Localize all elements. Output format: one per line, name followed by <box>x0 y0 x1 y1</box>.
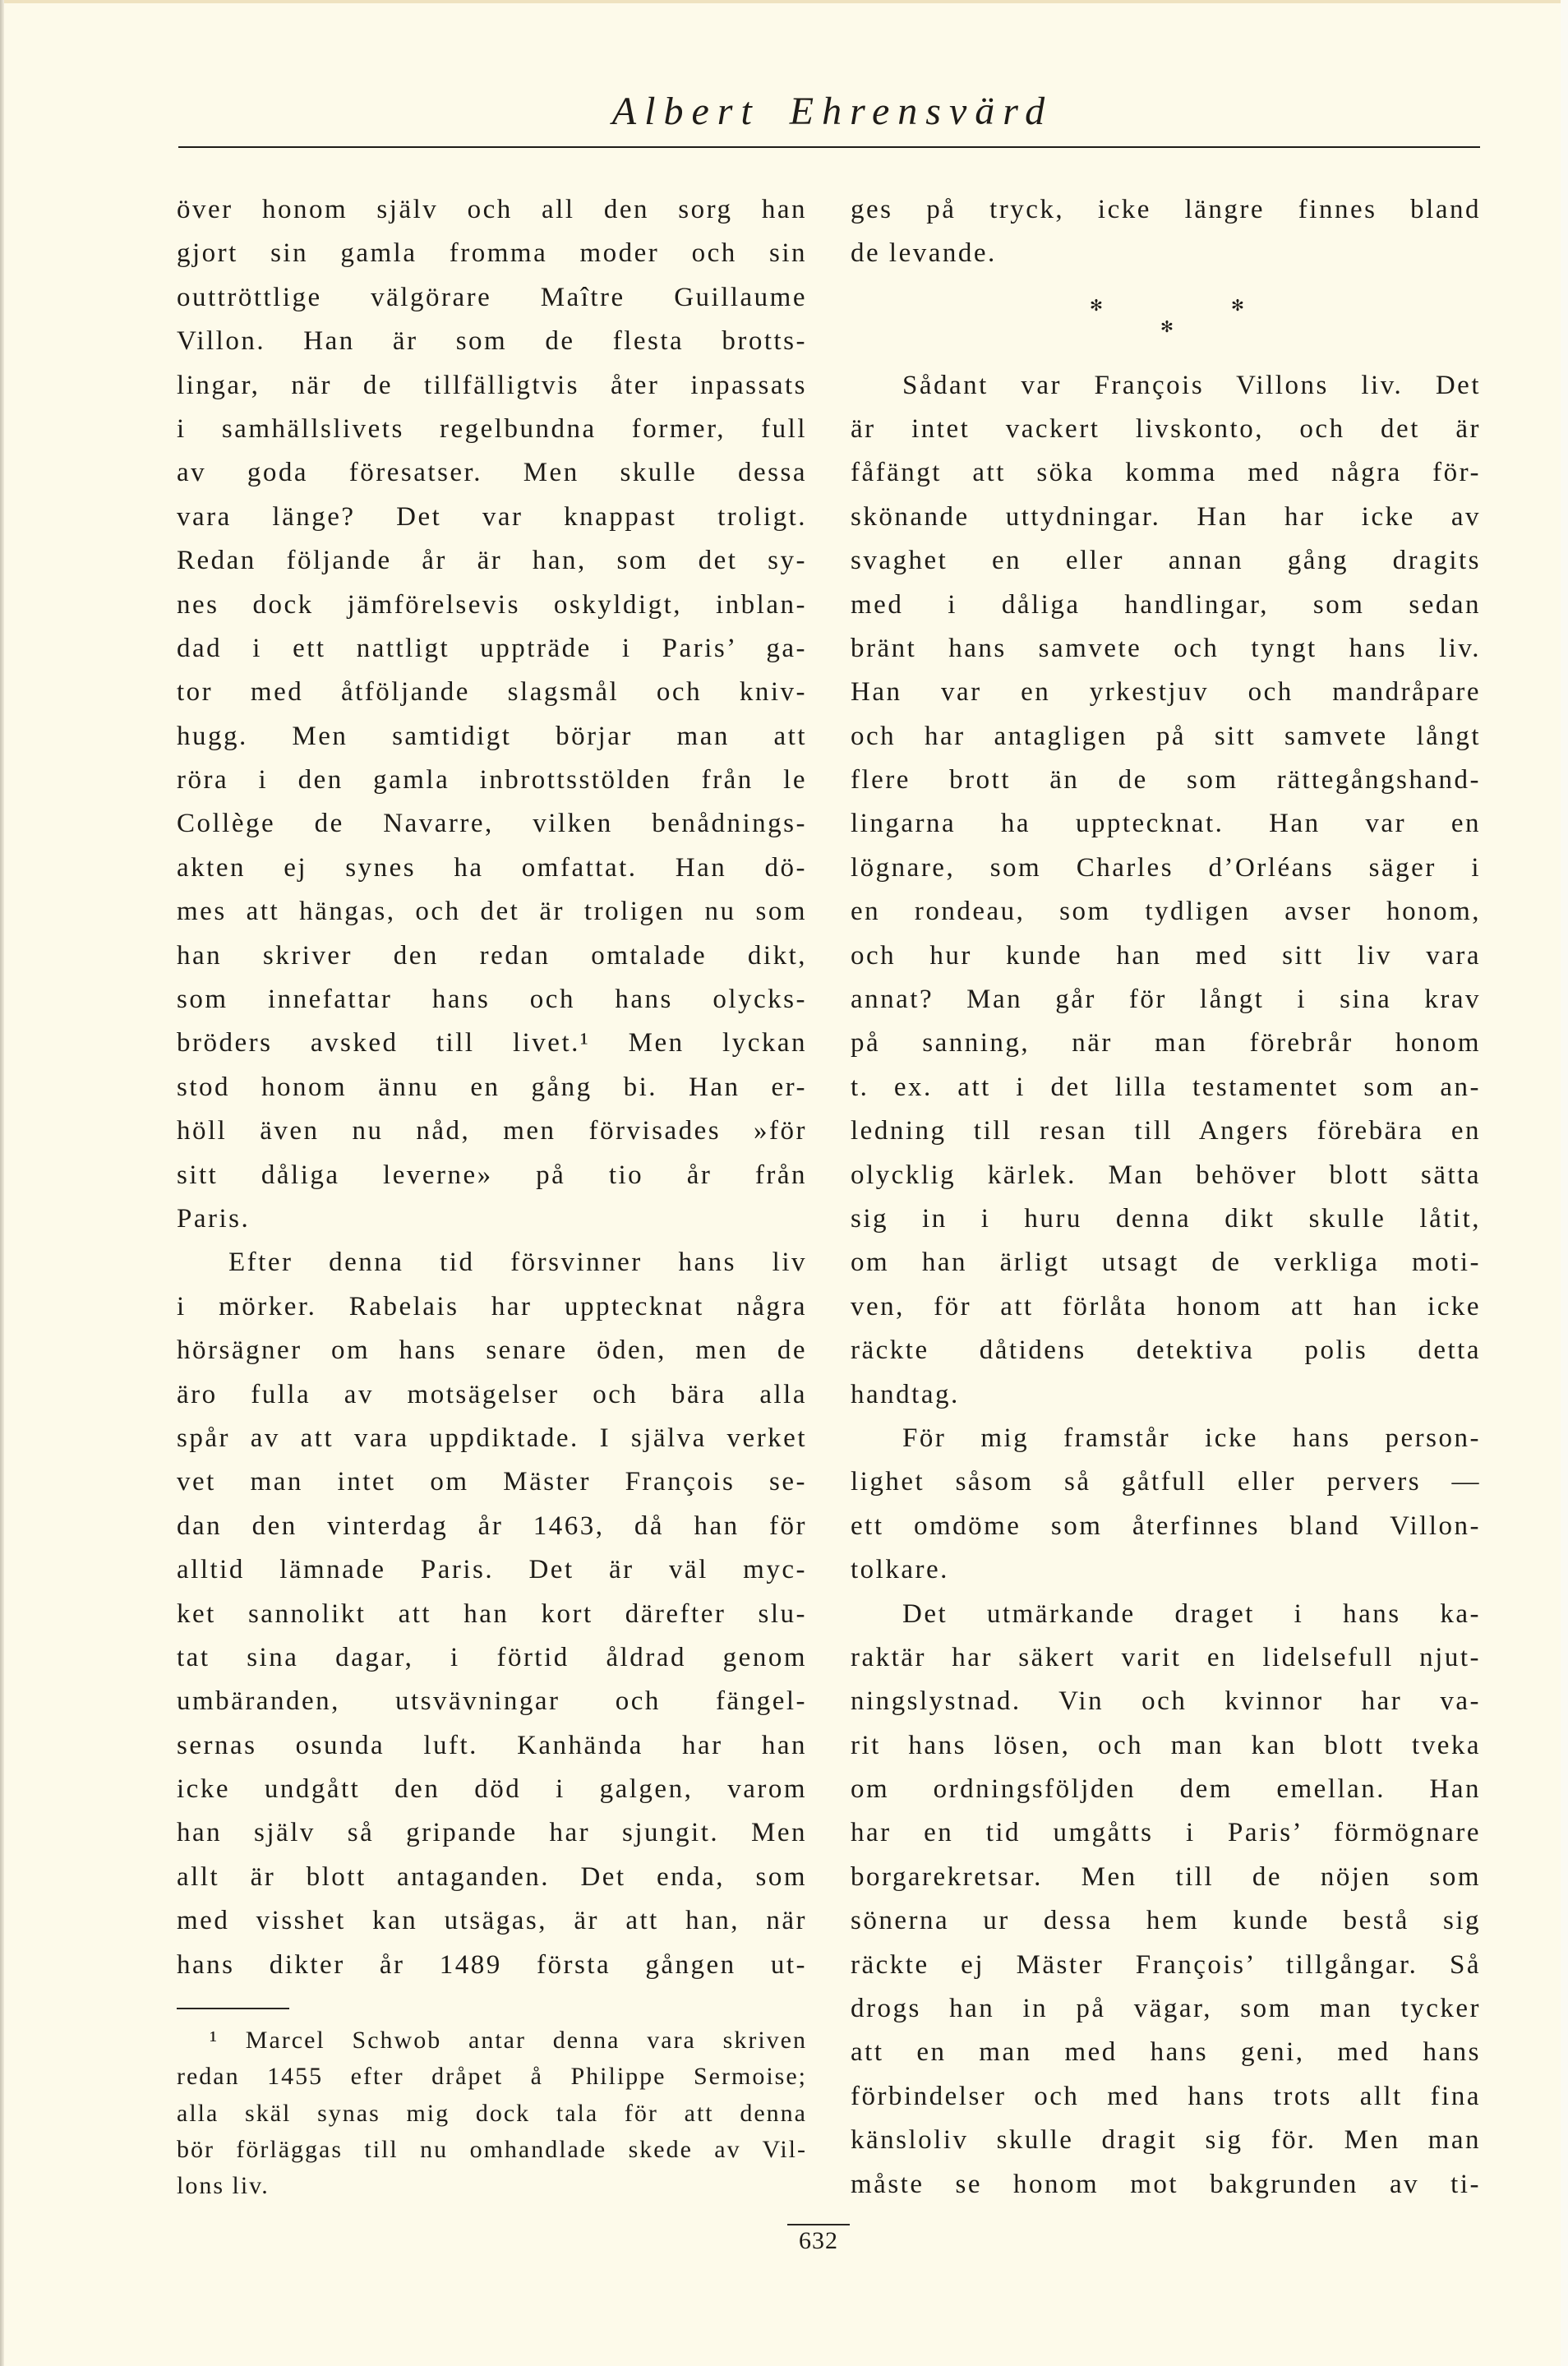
page-edge-top <box>0 0 1568 3</box>
footnote-line: alla skäl synas mig dock tala för att denna <box>177 2099 807 2127</box>
text-line: Han var en yrkestjuv och mandråpare <box>851 677 1481 708</box>
text-line: och har antagligen på sitt samvete långt <box>851 721 1481 751</box>
text-line: av goda föresatser. Men skulle dessa <box>177 458 807 488</box>
footnote-line: ¹ Marcel Schwob antar denna vara skriven <box>210 2027 807 2054</box>
text-line: de levande. <box>851 238 997 269</box>
section-break-asterisk-icon: ✻ <box>1090 296 1103 315</box>
text-line: Villon. Han är som de flesta brotts- <box>177 326 807 357</box>
text-line: som innefattar hans och hans olycks- <box>177 985 807 1015</box>
left-column <box>177 188 807 1987</box>
text-line: han själv så gripande har sjungit. Men <box>177 1818 807 1848</box>
text-line: är intet vackert livskonto, och det är <box>851 413 1481 444</box>
text-line: en rondeau, som tydligen avser honom, <box>851 897 1481 927</box>
text-line: med i dåliga handlingar, som sedan <box>851 589 1481 620</box>
text-line: tolkare. <box>851 1555 949 1585</box>
text-line: äro fulla av motsägelser och bära alla <box>177 1379 807 1409</box>
text-line: hugg. Men samtidigt börjar man att <box>177 721 807 751</box>
text-line: måste se honom mot bakgrunden av ti- <box>851 2169 1481 2199</box>
text-line: räckte dåtidens detektiva polis detta <box>851 1335 1481 1366</box>
text-line: ett omdöme som återfinnes bland Villon- <box>851 1510 1481 1541</box>
text-line: skönande uttydningar. Han har icke av <box>851 501 1481 532</box>
text-line: sönerna ur dessa hem kunde bestå sig <box>851 1906 1481 1936</box>
text-line: dad i ett nattligt uppträde i Paris’ ga- <box>177 633 807 663</box>
text-line: Sådant var François Villons liv. Det <box>902 370 1481 400</box>
text-line: han skriver den redan omtalade dikt, <box>177 940 807 971</box>
text-line: känsloliv skulle dragit sig för. Men man <box>851 2125 1481 2156</box>
text-line: spår av att vara uppdiktade. I själva verket <box>177 1423 807 1453</box>
text-line: vet man intet om Mäster François se- <box>177 1467 807 1497</box>
footnote <box>177 2022 807 2204</box>
text-line: lighet såsom så gåtfull eller pervers — <box>851 1467 1481 1497</box>
text-line: Efter denna tid försvinner hans liv <box>228 1248 807 1278</box>
text-line: i samhällslivets regelbundna former, full <box>177 413 807 444</box>
text-line: Redan följande år är han, som det sy- <box>177 546 807 576</box>
text-line: ningslystnad. Vin och kvinnor har va- <box>851 1686 1481 1717</box>
text-line: hörsägner om hans senare öden, men de <box>177 1335 807 1366</box>
text-line: hans dikter år 1489 första gången ut- <box>177 1949 807 1980</box>
text-line: flere brott än de som rättegångshand- <box>851 765 1481 796</box>
text-line: stod honom ännu en gång bi. Han er- <box>177 1072 807 1102</box>
text-line: raktär har säkert varit en lidelsefull njut- <box>851 1642 1481 1672</box>
text-line: akten ej synes ha omfattat. Han dö- <box>177 852 807 883</box>
text-line: rit hans lösen, och man kan blott tveka <box>851 1730 1481 1760</box>
page-number: 632 <box>799 2227 838 2254</box>
section-break-asterisk-icon: ✻ <box>1231 296 1244 315</box>
text-line: höll även nu nåd, men förvisades »för <box>177 1116 807 1146</box>
text-line: lingarna ha upptecknat. Han var en <box>851 809 1481 839</box>
text-line: umbäranden, utsvävningar och fängel- <box>177 1686 807 1717</box>
text-line: outtröttlige välgörare Maître Guillaume <box>177 282 807 312</box>
footnote-line: lons liv. <box>177 2172 270 2200</box>
text-line: gjort sin gamla fromma moder och sin <box>177 238 807 269</box>
text-line: tat sina dagar, i förtid åldrad genom <box>177 1642 807 1672</box>
text-line: ges på tryck, icke längre finnes bland <box>851 195 1481 224</box>
text-line: på sanning, när man förebrår honom <box>851 1028 1481 1058</box>
text-line: och hur kunde han med sitt liv vara <box>851 940 1481 971</box>
page-edge-right <box>1561 0 1568 2366</box>
text-line: har en tid umgåtts i Paris’ förmögnare <box>851 1818 1481 1848</box>
text-line: nes dock jämförelsevis oskyldigt, inblan- <box>177 589 807 620</box>
text-line: olycklig kärlek. Man behöver blott sätta <box>851 1160 1481 1190</box>
footnote-line: redan 1455 efter dråpet å Philippe Sermoise; <box>177 2063 807 2091</box>
text-line: allt är blott antaganden. Det enda, som <box>177 1861 807 1892</box>
text-line: om ordningsföljden dem emellan. Han <box>851 1774 1481 1805</box>
text-line: icke undgått den död i galgen, varom <box>177 1774 807 1805</box>
text-line: Collège de Navarre, vilken benådnings- <box>177 809 807 839</box>
text-line: ledning till resan till Angers förebära en <box>851 1116 1481 1146</box>
text-line: t. ex. att i det lilla testamentet som an- <box>851 1072 1481 1102</box>
text-line: ven, för att förlåta honom att han icke <box>851 1291 1481 1321</box>
running-head: Albert Ehrensvärd <box>611 90 1054 133</box>
text-line: med visshet kan utsägas, är att han, när <box>177 1906 807 1936</box>
text-line: i mörker. Rabelais har upptecknat några <box>177 1291 807 1321</box>
text-line: Paris. <box>177 1203 251 1234</box>
text-line: röra i den gamla inbrottsstölden från le <box>177 765 807 796</box>
text-line: lingar, när de tillfälligtvis åter inpassats <box>177 370 807 400</box>
text-line: sernas osunda luft. Kanhända har han <box>177 1730 807 1760</box>
text-line: alltid lämnade Paris. Det är väl myc- <box>177 1555 807 1585</box>
text-line: drogs han in på vägar, som man tycker <box>851 1994 1481 2024</box>
section-break <box>851 276 1481 364</box>
text-line: tor med åtföljande slagsmål och kniv- <box>177 677 807 708</box>
text-line: mes att hängas, och det är troligen nu som <box>177 897 807 927</box>
text-line: bränt hans samvete och tyngt hans liv. <box>851 633 1481 663</box>
right-column <box>851 188 1481 2207</box>
footnote-rule <box>177 2008 289 2009</box>
text-line: För mig framstår icke hans person- <box>902 1423 1481 1453</box>
text-line: annat? Man går för långt i sina krav <box>851 985 1481 1015</box>
text-line: fåfängt att söka komma med några för- <box>851 458 1481 488</box>
text-line: förbindelser och med hans trots allt fina <box>851 2081 1481 2111</box>
text-line: handtag. <box>851 1379 960 1409</box>
text-line: om han ärligt utsagt de verkliga moti- <box>851 1248 1481 1278</box>
text-line: ket sannolikt att han kort därefter slu- <box>177 1598 807 1629</box>
text-line: räckte ej Mäster François’ tillgångar. Så <box>851 1949 1481 1980</box>
text-line: vara länge? Det var knappast troligt. <box>177 501 807 532</box>
text-line: Det utmärkande draget i hans ka- <box>902 1598 1481 1629</box>
text-line: lögnare, som Charles d’Orléans säger i <box>851 852 1481 883</box>
text-line: sitt dåliga leverne» på tio år från <box>177 1160 807 1190</box>
footnote-line: bör förläggas till nu omhandlade skede av Vil- <box>177 2135 807 2163</box>
text-line: dan den vinterdag år 1463, då han för <box>177 1510 807 1541</box>
text-line: sig in i huru denna dikt skulle låtit, <box>851 1204 1481 1234</box>
section-break-asterisk-icon: ✻ <box>1160 317 1174 336</box>
text-line: att en man med hans geni, med hans <box>851 2037 1481 2068</box>
header-rule <box>178 146 1480 148</box>
text-line: bröders avsked till livet.¹ Men lyckan <box>177 1028 807 1058</box>
text-line: svaghet en eller annan gång dragits <box>851 546 1481 576</box>
page-edge-left <box>0 0 4 2366</box>
text-line: över honom själv och all den sorg han <box>177 195 807 224</box>
text-line: borgarekretsar. Men till de nöjen som <box>851 1861 1481 1892</box>
